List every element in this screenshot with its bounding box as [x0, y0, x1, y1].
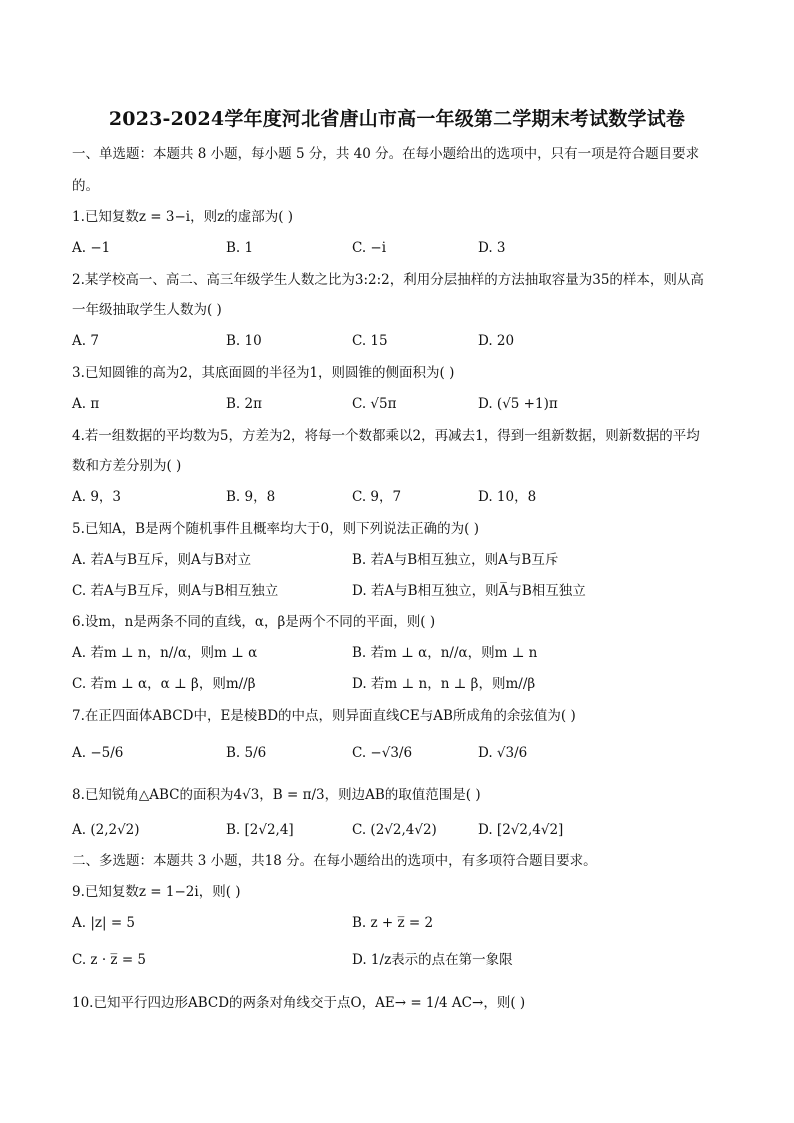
question-4-options [72, 487, 732, 507]
question-6-stem: 6.设m，n是两条不同的直线，α，β是两个不同的平面，则( ) [72, 614, 436, 630]
q2-option-c: C. 15 [352, 333, 388, 349]
q7-option-b: B. 5/6 [226, 745, 267, 761]
question-8-stem: 8.已知锐角△ABC的面积为4√3，B = π/3，则边AB的取值范围是( ) [72, 787, 481, 803]
question-10-stem: 10.已知平行四边形ABCD的两条对角线交于点O，AE→ = 1/4 AC→，则( ) [72, 995, 526, 1011]
q7-option-a: A. −5/6 [72, 745, 124, 761]
question-6-options-row2 [72, 674, 732, 694]
q4-option-a: A. 9，3 [72, 489, 122, 505]
q1-option-b: B. 1 [226, 240, 254, 256]
page-title: 2023-2024学年度河北省唐山市高一年级第二学期末考试数学试卷 [108, 108, 686, 130]
q6-option-d: D. 若m ⊥ n，n ⊥ β，则m//β [352, 676, 536, 692]
question-4-stem: 4.若一组数据的平均数为5，方差为2，将每一个数都乘以2，再减去1，得到一组新数据，则新数据的平均 [72, 428, 700, 444]
q7-option-d: D. √3/6 [478, 745, 528, 761]
question-3-options [72, 394, 732, 414]
question-2-stem: 2.某学校高一、高二、高三年级学生人数之比为3:2:2，利用分层抽样的方法抽取容量为35的样本，则从高 [72, 272, 704, 288]
q5-option-d: D. 若A与B相互独立，则A̅与B相互独立 [352, 583, 586, 599]
q1-option-c: C. −i [352, 240, 387, 256]
q8-option-a: A. (2,2√2) [72, 822, 140, 838]
q4-option-b: B. 9，8 [226, 489, 276, 505]
question-5-options-row2 [72, 581, 732, 601]
q9-option-a: A. |z| = 5 [72, 915, 136, 931]
q2-option-b: B. 10 [226, 333, 262, 349]
q3-option-b: B. 2π [226, 396, 262, 412]
q6-option-c: C. 若m ⊥ α，α ⊥ β，则m//β [72, 676, 256, 692]
question-7-stem: 7.在正四面体ABCD中，E是棱BD的中点，则异面直线CE与AB所成角的余弦值为( ) [72, 708, 576, 724]
q8-option-b: B. [2√2,4] [226, 822, 294, 838]
question-7-options [72, 743, 732, 763]
q1-option-a: A. −1 [72, 240, 111, 256]
q3-option-a: A. π [72, 396, 100, 412]
question-3-stem: 3.已知圆锥的高为2，其底面圆的半径为1，则圆锥的侧面积为( ) [72, 365, 455, 381]
section2-heading: 二、多选题：本题共 3 小题，共18 分。在每小题给出的选项中，有多项符合题目要求。 [72, 853, 597, 869]
q7-option-c: C. −√3/6 [352, 745, 413, 761]
question-5-stem: 5.已知A，B是两个随机事件且概率均大于0，则下列说法正确的为( ) [72, 521, 479, 537]
question-1-stem: 1.已知复数z = 3−i，则z的虚部为( ) [72, 209, 294, 225]
q1-option-d: D. 3 [478, 240, 506, 256]
question-2-options [72, 331, 732, 351]
q2-option-a: A. 7 [72, 333, 99, 349]
section1-heading: 一、单选题：本题共 8 小题，每小题 5 分，共 40 分。在每小题给出的选项中，只有一项是符合题目要求 [72, 146, 700, 162]
q4-option-c: C. 9，7 [352, 489, 402, 505]
q9-option-c: C. z · z̅ = 5 [72, 952, 147, 968]
section1-heading-cont: 的。 [72, 178, 99, 194]
question-9-options-row2 [72, 950, 732, 970]
question-2-stem-cont: 一年级抽取学生人数为( ) [72, 302, 222, 318]
q3-option-c: C. √5π [352, 396, 397, 412]
question-6-options-row1 [72, 643, 732, 663]
question-9-stem: 9.已知复数z = 1−2i，则( ) [72, 884, 241, 900]
question-9-options-row1 [72, 913, 732, 933]
q5-option-c: C. 若A与B互斥，则A与B相互独立 [72, 583, 279, 599]
q2-option-d: D. 20 [478, 333, 515, 349]
question-5-options-row1 [72, 550, 732, 570]
q4-option-d: D. 10，8 [478, 489, 537, 505]
question-1-options [72, 238, 732, 258]
q6-option-a: A. 若m ⊥ n，n//α，则m ⊥ α [72, 645, 258, 661]
q6-option-b: B. 若m ⊥ α，n//α，则m ⊥ n [352, 645, 538, 661]
q3-option-d: D. (√5 +1)π [478, 396, 558, 412]
q8-option-d: D. [2√2,4√2] [478, 822, 564, 838]
q9-option-d: D. 1/z表示的点在第一象限 [352, 952, 513, 968]
question-8-options [72, 820, 732, 840]
q9-option-b: B. z + z̅ = 2 [352, 915, 434, 931]
question-4-stem-cont: 数和方差分别为( ) [72, 458, 182, 474]
q8-option-c: C. (2√2,4√2) [352, 822, 437, 838]
q5-option-a: A. 若A与B互斥，则A与B对立 [72, 552, 252, 568]
q5-option-b: B. 若A与B相互独立，则A与B互斥 [352, 552, 559, 568]
